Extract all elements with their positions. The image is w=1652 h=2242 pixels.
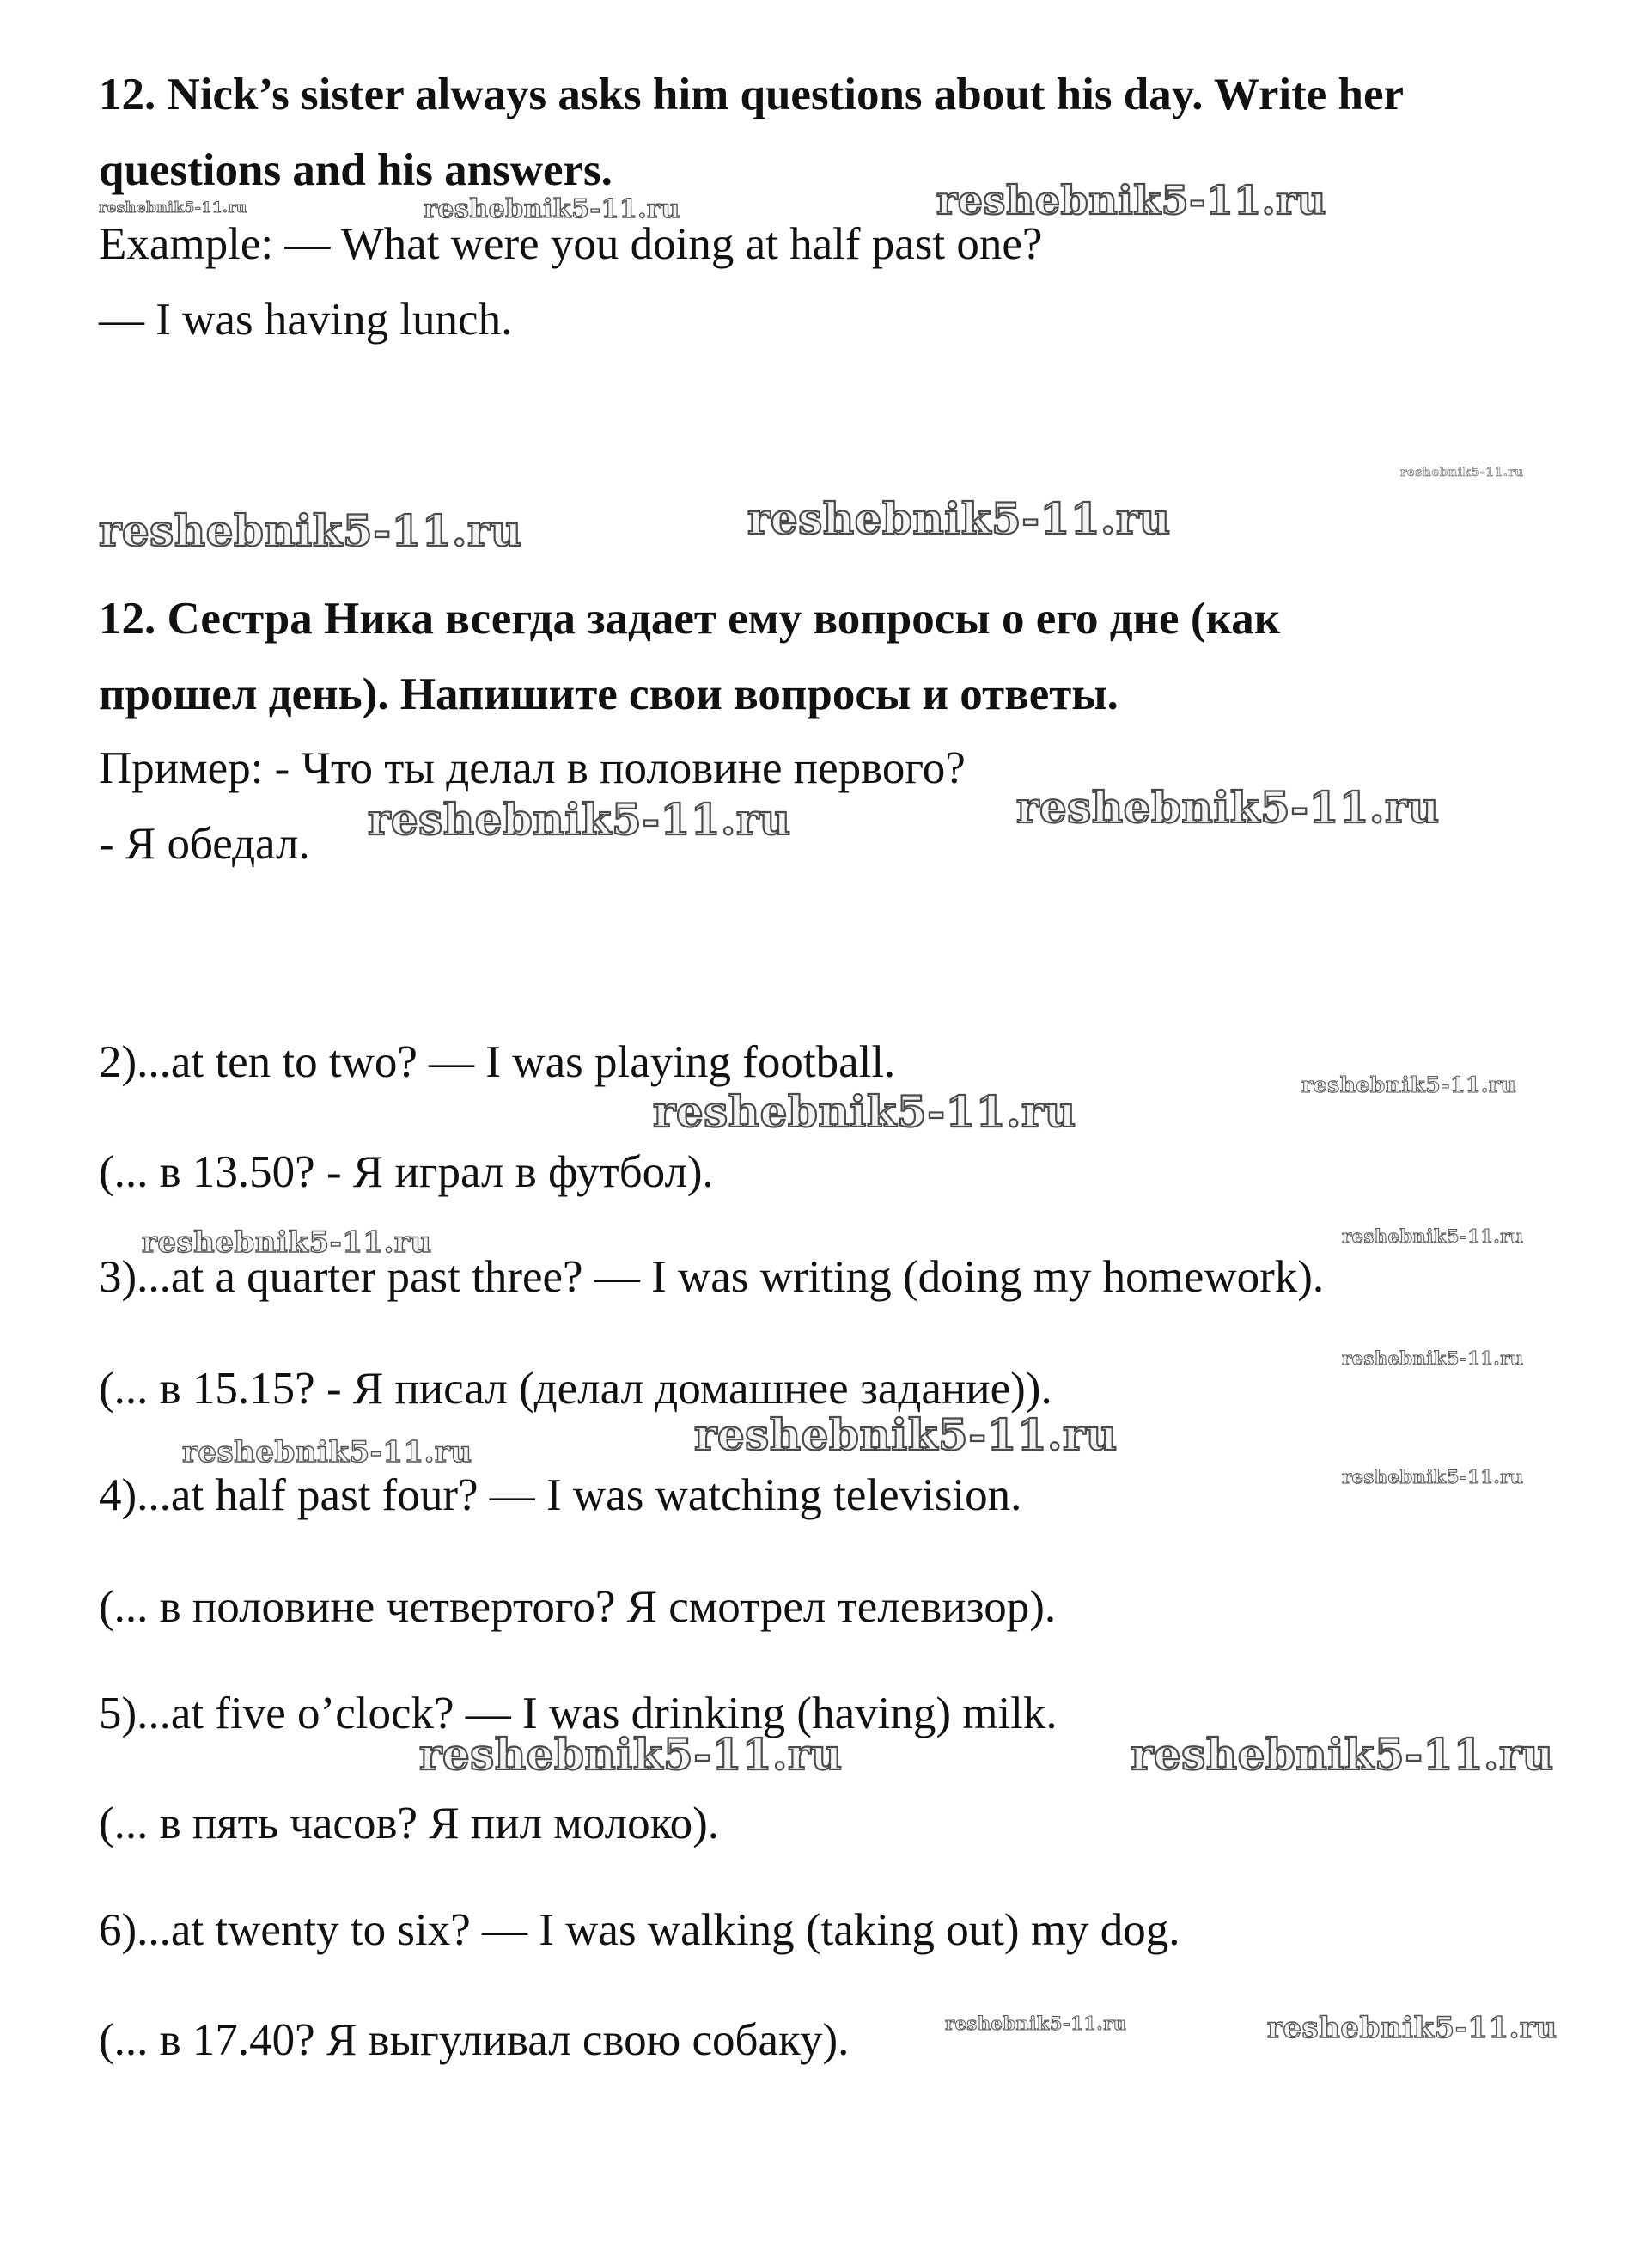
watermark: reshebnik5-11.ru [653,1086,1076,1137]
answer-5-ru: (... в пять часов? Я пил молоко). [99,1799,720,1848]
answer-4-ru: (... в половине четвертого? Я смотрел телевизор). [99,1582,1057,1632]
task-heading-ru-line2: прошел день). Напишите свои вопросы и ответы. [99,669,1119,719]
watermark: reshebnik5-11.ru [99,505,522,556]
watermark: reshebnik5-11.ru [945,2013,1127,2034]
answer-6-ru: (... в 17.40? Я выгуливал свою собаку). [99,2015,850,2065]
watermark: reshebnik5-11.ru [1267,2011,1558,2045]
watermark: reshebnik5-11.ru [936,177,1326,223]
example-answer-ru: - Я обедал. [99,819,310,869]
answer-3-ru: (... в 15.15? - Я писал (делал домашнее задание)). [99,1364,1052,1414]
watermark: reshebnik5-11.ru [419,1729,843,1780]
watermark: reshebnik5-11.ru [1016,782,1440,833]
watermark: reshebnik5-11.ru [747,493,1171,544]
task-heading-ru-line1: 12. Сестра Ника всегда задает ему вопросы о его дне (как [99,594,1281,644]
watermark: reshebnik5-11.ru [142,1225,432,1260]
watermark: reshebnik5-11.ru [368,794,791,845]
watermark: reshebnik5-11.ru [1342,1466,1524,1488]
watermark: reshebnik5-11.ru [1342,1347,1524,1369]
answer-3-en: 3)...at a quarter past three? — I was writing (doing my homework). [99,1252,1325,1302]
watermark: reshebnik5-11.ru [1400,466,1524,480]
answer-2-en: 2)...at ten to two? — I was playing football. [99,1037,896,1087]
answer-4-en: 4)...at half past four? — I was watching television. [99,1470,1022,1520]
watermark: reshebnik5-11.ru [1301,1072,1517,1097]
answer-5-en: 5)...at five o’clock? — I was drinking (having) milk. [99,1689,1058,1738]
watermark: reshebnik5-11.ru [424,194,680,224]
example-answer-en: — I was having lunch. [99,295,513,345]
answer-2-ru: (... в 13.50? - Я играл в футбол). [99,1147,714,1197]
watermark: reshebnik5-11.ru [182,1435,472,1469]
watermark: reshebnik5-11.ru [99,199,247,217]
watermark: reshebnik5-11.ru [1342,1225,1524,1247]
example-question-ru: Пример: - Что ты делал в половине первого? [99,743,966,793]
watermark: reshebnik5-11.ru [694,1409,1118,1460]
task-heading-en-line1: 12. Nick’s sister always asks him questions about his day. Write her [99,70,1405,119]
answer-6-en: 6)...at twenty to six? — I was walking (taking out) my dog. [99,1905,1180,1955]
task-heading-en-line2: questions and his answers. [99,145,613,195]
watermark: reshebnik5-11.ru [1131,1729,1554,1780]
example-question-en: Example: — What were you doing at half past one? [99,219,1043,269]
